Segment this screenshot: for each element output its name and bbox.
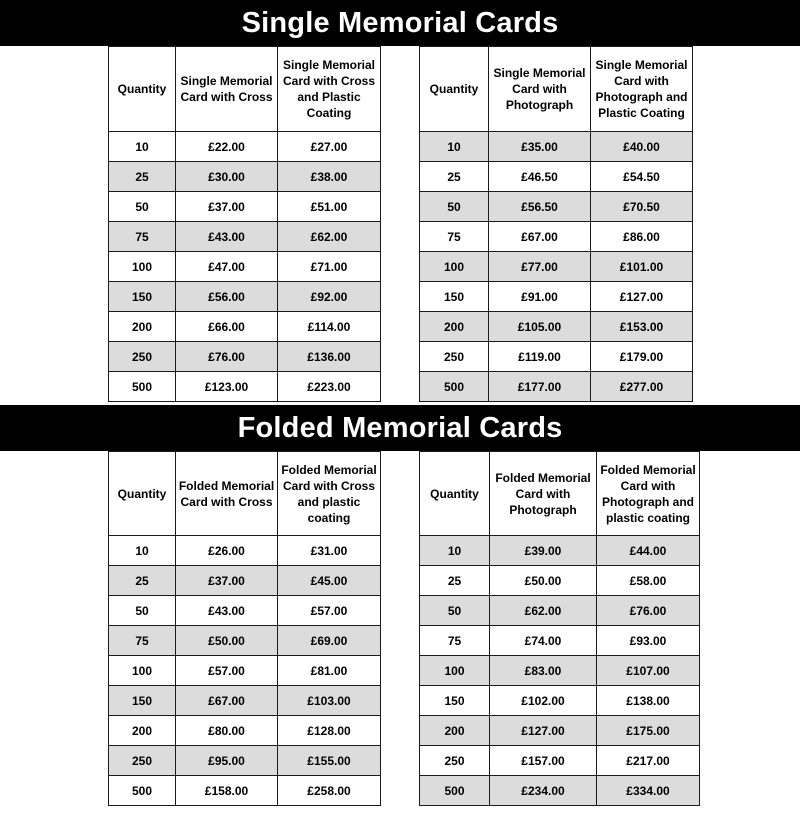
- price-cell: £70.50: [591, 192, 693, 222]
- price-cell: £138.00: [597, 686, 700, 716]
- price-cell: £123.00: [176, 372, 278, 402]
- table-row: [109, 596, 381, 626]
- quantity-cell: 100: [420, 252, 489, 282]
- quantity-cell: 250: [420, 746, 490, 776]
- price-cell: £103.00: [278, 686, 381, 716]
- folded-cross-price-table: [108, 451, 381, 806]
- price-cell: £57.00: [278, 596, 381, 626]
- quantity-cell: 75: [109, 222, 176, 252]
- table-row: [109, 132, 381, 162]
- price-column-header: Folded Memorial Card with Cross: [176, 452, 278, 536]
- price-cell: £51.00: [278, 192, 381, 222]
- quantity-cell: 200: [420, 312, 489, 342]
- price-cell: £77.00: [489, 252, 591, 282]
- quantity-cell: 25: [109, 566, 176, 596]
- single-cross-price-table: [108, 46, 381, 402]
- price-column-header: Single Memorial Card with Photograph: [489, 47, 591, 132]
- price-cell: £81.00: [278, 656, 381, 686]
- table-row: [420, 566, 700, 596]
- price-cell: £83.00: [490, 656, 597, 686]
- table-row: [420, 372, 693, 402]
- table-row: [420, 656, 700, 686]
- quantity-header: Quantity: [420, 452, 490, 536]
- price-cell: £258.00: [278, 776, 381, 806]
- price-cell: £54.50: [591, 162, 693, 192]
- quantity-cell: 10: [109, 132, 176, 162]
- table-row: [109, 626, 381, 656]
- quantity-cell: 100: [109, 656, 176, 686]
- table-row: [109, 536, 381, 566]
- price-cell: £127.00: [591, 282, 693, 312]
- table-row: [109, 372, 381, 402]
- price-cell: £44.00: [597, 536, 700, 566]
- price-cell: £37.00: [176, 566, 278, 596]
- table-row: [109, 222, 381, 252]
- price-cell: £67.00: [176, 686, 278, 716]
- table-row: [109, 342, 381, 372]
- quantity-cell: 100: [420, 656, 490, 686]
- price-cell: £50.00: [490, 566, 597, 596]
- table-row: [109, 656, 381, 686]
- quantity-cell: 250: [109, 746, 176, 776]
- table-header-row: [109, 47, 381, 132]
- quantity-cell: 250: [109, 342, 176, 372]
- quantity-cell: 25: [109, 162, 176, 192]
- price-cell: £114.00: [278, 312, 381, 342]
- table-header-row: [420, 452, 700, 536]
- table-row: [109, 162, 381, 192]
- quantity-cell: 25: [420, 566, 490, 596]
- price-cell: £177.00: [489, 372, 591, 402]
- table-header-row: [420, 47, 693, 132]
- price-cell: £101.00: [591, 252, 693, 282]
- quantity-header: Quantity: [420, 47, 489, 132]
- table-row: [109, 776, 381, 806]
- table-row: [420, 162, 693, 192]
- price-cell: £50.00: [176, 626, 278, 656]
- table-row: [109, 686, 381, 716]
- price-cell: £277.00: [591, 372, 693, 402]
- table-row: [420, 312, 693, 342]
- quantity-header: Quantity: [109, 452, 176, 536]
- price-cell: £105.00: [489, 312, 591, 342]
- price-column-header: Single Memorial Card with Photograph and Plastic Coating: [591, 47, 693, 132]
- table-row: [420, 626, 700, 656]
- quantity-cell: 50: [420, 192, 489, 222]
- table-row: [109, 716, 381, 746]
- quantity-cell: 25: [420, 162, 489, 192]
- table-header-row: [109, 452, 381, 536]
- table-row: [420, 222, 693, 252]
- price-cell: £80.00: [176, 716, 278, 746]
- quantity-cell: 150: [109, 686, 176, 716]
- table-row: [420, 282, 693, 312]
- table-row: [420, 192, 693, 222]
- price-column-header: Single Memorial Card with Cross: [176, 47, 278, 132]
- price-cell: £92.00: [278, 282, 381, 312]
- price-cell: £155.00: [278, 746, 381, 776]
- table-row: [109, 192, 381, 222]
- table-row: [109, 252, 381, 282]
- quantity-cell: 50: [420, 596, 490, 626]
- folded-memorial-cards-banner: Folded Memorial Cards: [0, 405, 800, 451]
- price-cell: £67.00: [489, 222, 591, 252]
- price-cell: £128.00: [278, 716, 381, 746]
- quantity-cell: 75: [420, 222, 489, 252]
- quantity-cell: 500: [109, 372, 176, 402]
- table-row: [420, 342, 693, 372]
- quantity-cell: 500: [420, 372, 489, 402]
- price-cell: £175.00: [597, 716, 700, 746]
- price-cell: £76.00: [597, 596, 700, 626]
- price-cell: £223.00: [278, 372, 381, 402]
- table-row: [109, 566, 381, 596]
- table-row: [109, 282, 381, 312]
- price-column-header: Single Memorial Card with Cross and Plastic Coating: [278, 47, 381, 132]
- table-row: [420, 716, 700, 746]
- table-row: [420, 596, 700, 626]
- quantity-cell: 10: [420, 132, 489, 162]
- price-cell: £27.00: [278, 132, 381, 162]
- quantity-cell: 150: [420, 686, 490, 716]
- table-row: [109, 312, 381, 342]
- price-cell: £30.00: [176, 162, 278, 192]
- price-cell: £37.00: [176, 192, 278, 222]
- price-cell: £56.00: [176, 282, 278, 312]
- table-row: [420, 686, 700, 716]
- quantity-cell: 500: [420, 776, 490, 806]
- price-cell: £158.00: [176, 776, 278, 806]
- price-cell: £38.00: [278, 162, 381, 192]
- quantity-cell: 150: [109, 282, 176, 312]
- price-cell: £334.00: [597, 776, 700, 806]
- price-cell: £47.00: [176, 252, 278, 282]
- table-row: [109, 746, 381, 776]
- price-cell: £179.00: [591, 342, 693, 372]
- price-cell: £22.00: [176, 132, 278, 162]
- price-cell: £40.00: [591, 132, 693, 162]
- price-cell: £39.00: [490, 536, 597, 566]
- price-cell: £66.00: [176, 312, 278, 342]
- price-cell: £43.00: [176, 596, 278, 626]
- price-cell: £74.00: [490, 626, 597, 656]
- quantity-cell: 10: [109, 536, 176, 566]
- quantity-cell: 50: [109, 192, 176, 222]
- single-photograph-price-table: [419, 46, 693, 402]
- quantity-cell: 100: [109, 252, 176, 282]
- price-cell: £107.00: [597, 656, 700, 686]
- single-memorial-cards-banner: Single Memorial Cards: [0, 0, 800, 46]
- quantity-cell: 75: [109, 626, 176, 656]
- table-row: [420, 252, 693, 282]
- folded-photograph-price-table: [419, 451, 700, 806]
- quantity-cell: 500: [109, 776, 176, 806]
- price-cell: £71.00: [278, 252, 381, 282]
- price-cell: £35.00: [489, 132, 591, 162]
- price-cell: £58.00: [597, 566, 700, 596]
- price-cell: £76.00: [176, 342, 278, 372]
- quantity-cell: 200: [109, 716, 176, 746]
- price-cell: £31.00: [278, 536, 381, 566]
- price-cell: £157.00: [490, 746, 597, 776]
- price-cell: £62.00: [490, 596, 597, 626]
- price-cell: £153.00: [591, 312, 693, 342]
- price-cell: £26.00: [176, 536, 278, 566]
- quantity-cell: 10: [420, 536, 490, 566]
- table-row: [420, 746, 700, 776]
- quantity-cell: 150: [420, 282, 489, 312]
- quantity-cell: 250: [420, 342, 489, 372]
- quantity-cell: 200: [109, 312, 176, 342]
- price-column-header: Folded Memorial Card with Photograph: [490, 452, 597, 536]
- price-cell: £43.00: [176, 222, 278, 252]
- price-cell: £127.00: [490, 716, 597, 746]
- table-row: [420, 776, 700, 806]
- price-cell: £86.00: [591, 222, 693, 252]
- price-cell: £93.00: [597, 626, 700, 656]
- price-cell: £62.00: [278, 222, 381, 252]
- price-cell: £57.00: [176, 656, 278, 686]
- price-cell: £69.00: [278, 626, 381, 656]
- price-column-header: Folded Memorial Card with Cross and plastic coating: [278, 452, 381, 536]
- quantity-cell: 75: [420, 626, 490, 656]
- quantity-cell: 50: [109, 596, 176, 626]
- price-cell: £56.50: [489, 192, 591, 222]
- price-cell: £45.00: [278, 566, 381, 596]
- table-row: [420, 132, 693, 162]
- price-cell: £234.00: [490, 776, 597, 806]
- price-cell: £46.50: [489, 162, 591, 192]
- price-cell: £136.00: [278, 342, 381, 372]
- price-cell: £119.00: [489, 342, 591, 372]
- price-column-header: Folded Memorial Card with Photograph and plastic coating: [597, 452, 700, 536]
- price-cell: £91.00: [489, 282, 591, 312]
- price-cell: £95.00: [176, 746, 278, 776]
- quantity-header: Quantity: [109, 47, 176, 132]
- price-cell: £217.00: [597, 746, 700, 776]
- quantity-cell: 200: [420, 716, 490, 746]
- price-cell: £102.00: [490, 686, 597, 716]
- table-row: [420, 536, 700, 566]
